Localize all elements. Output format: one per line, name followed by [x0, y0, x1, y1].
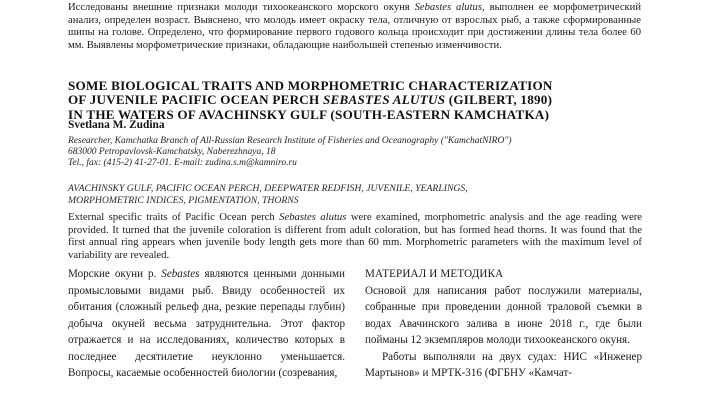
body-column-left: [68, 266, 345, 382]
right-column-paragraph-1: Основой для написания работ послужили материалы, собранные при проведении донной траловой съемки в водах Авачинского залива в июне 2018 г., где были пойманы 12 экземпляров молоди тихоокеанского окуня.: [365, 284, 642, 347]
species-name-italic: Sebastes alutus: [279, 211, 347, 223]
title-line-1: SOME BIOLOGICAL TRAITS AND MORPHOMETRIC CHARACTERIZATION: [68, 77, 553, 93]
author-affiliation: [68, 136, 643, 170]
title-line-3: IN THE WATERS OF AVACHINSKY GULF (SOUTH-EASTERN KAMCHATKA): [68, 107, 550, 123]
affiliation-contact: Tel., fax: (415-2) 41-27-01. E-mail: zudina.s.m@kamniro.ru: [68, 158, 297, 169]
title-line-2-after: (GILBERT, 1890): [445, 92, 553, 108]
english-abstract-text-before: External specific traits of Pacific Ocean perch: [68, 211, 280, 223]
russian-abstract-text-before: Исследованы внешние признаки молоди тихоокеанского морского окуня: [68, 2, 415, 13]
title-line-2-before: OF JUVENILE PACIFIC OCEAN PERCH: [68, 92, 323, 108]
keywords-line-1: AVACHINSKY GULF, PACIFIC OCEAN PERCH, DEEPWATER REDFISH, JUVENILE, YEARLINGS,: [68, 183, 468, 194]
affiliation-line-2: 683000 Petropavlovsk-Kamchatsky, Naberezhnaya, 18: [68, 147, 276, 158]
section-heading-materials-and-methods: МАТЕРИАЛ И МЕТОДИКА: [365, 268, 504, 280]
body-column-right: [365, 266, 642, 382]
keywords-line-2: MORPHOMETRIC INDICES, PIGMENTATION, THORNS: [68, 195, 299, 207]
left-paragraph-after-species: являются ценными донными промысловыми видами рыб. Ввиду особенностей их обитания (сложный рельеф дна, резкие перепады глубин) добыча окуней весьма затруднительна. Этот фактор отражается и на исследованиях, количество которых в последнее десятилетие неуклонно уменьшается. Вопросы, касаемые особенностей биологии (созревания,: [68, 268, 345, 380]
affiliation-line-1: Researcher, Kamchatka Branch of All-Russian Research Institute of Fisheries and Oceanography ("KamchatNIRO"): [68, 136, 512, 146]
left-paragraph-before-species: Морские окуни р.: [68, 268, 162, 280]
keywords-list: [68, 183, 643, 208]
body-columns: [68, 266, 642, 400]
page-title: [68, 79, 646, 123]
russian-abstract-text-after: , выполнен ее морфометрический анализ, определен возраст. Выяснено, что молодь имеет окраску тела, отличную от взрослых рыб, а также сформированные шипы на голове. Определено, что формирование первого годового кольца происходит при достижении длины тела более 60 мм. Выявлены морфометрические признаки, обладающие наибольшей степенью изменчивости.: [68, 2, 642, 51]
russian-abstract: [68, 2, 641, 52]
author-name: Svetlana M. Zudina: [68, 119, 165, 131]
left-column-paragraph: [68, 266, 345, 382]
species-name-italic: Sebastes alutus: [414, 2, 482, 13]
title-species-name: SEBASTES ALUTUS: [322, 92, 446, 108]
english-abstract-text-after: were examined, morphometric analysis and the age reading were provided. It turned that the juvenile coloration is different from adult coloration, but has formed head thorns. It was found that the first annual ring appears when juvenile body length gets more than 60 mm. Morphometric parameters with the maximum level of variability are revealed.: [68, 211, 642, 261]
genus-name-italic: Sebastes: [161, 268, 200, 280]
right-column-paragraph-2: Работы выполняли на двух судах: НИС «Инженер Мартынов» и МРТК-316 (ФГБНУ «Камчат-: [365, 350, 642, 380]
english-abstract: [68, 211, 642, 261]
